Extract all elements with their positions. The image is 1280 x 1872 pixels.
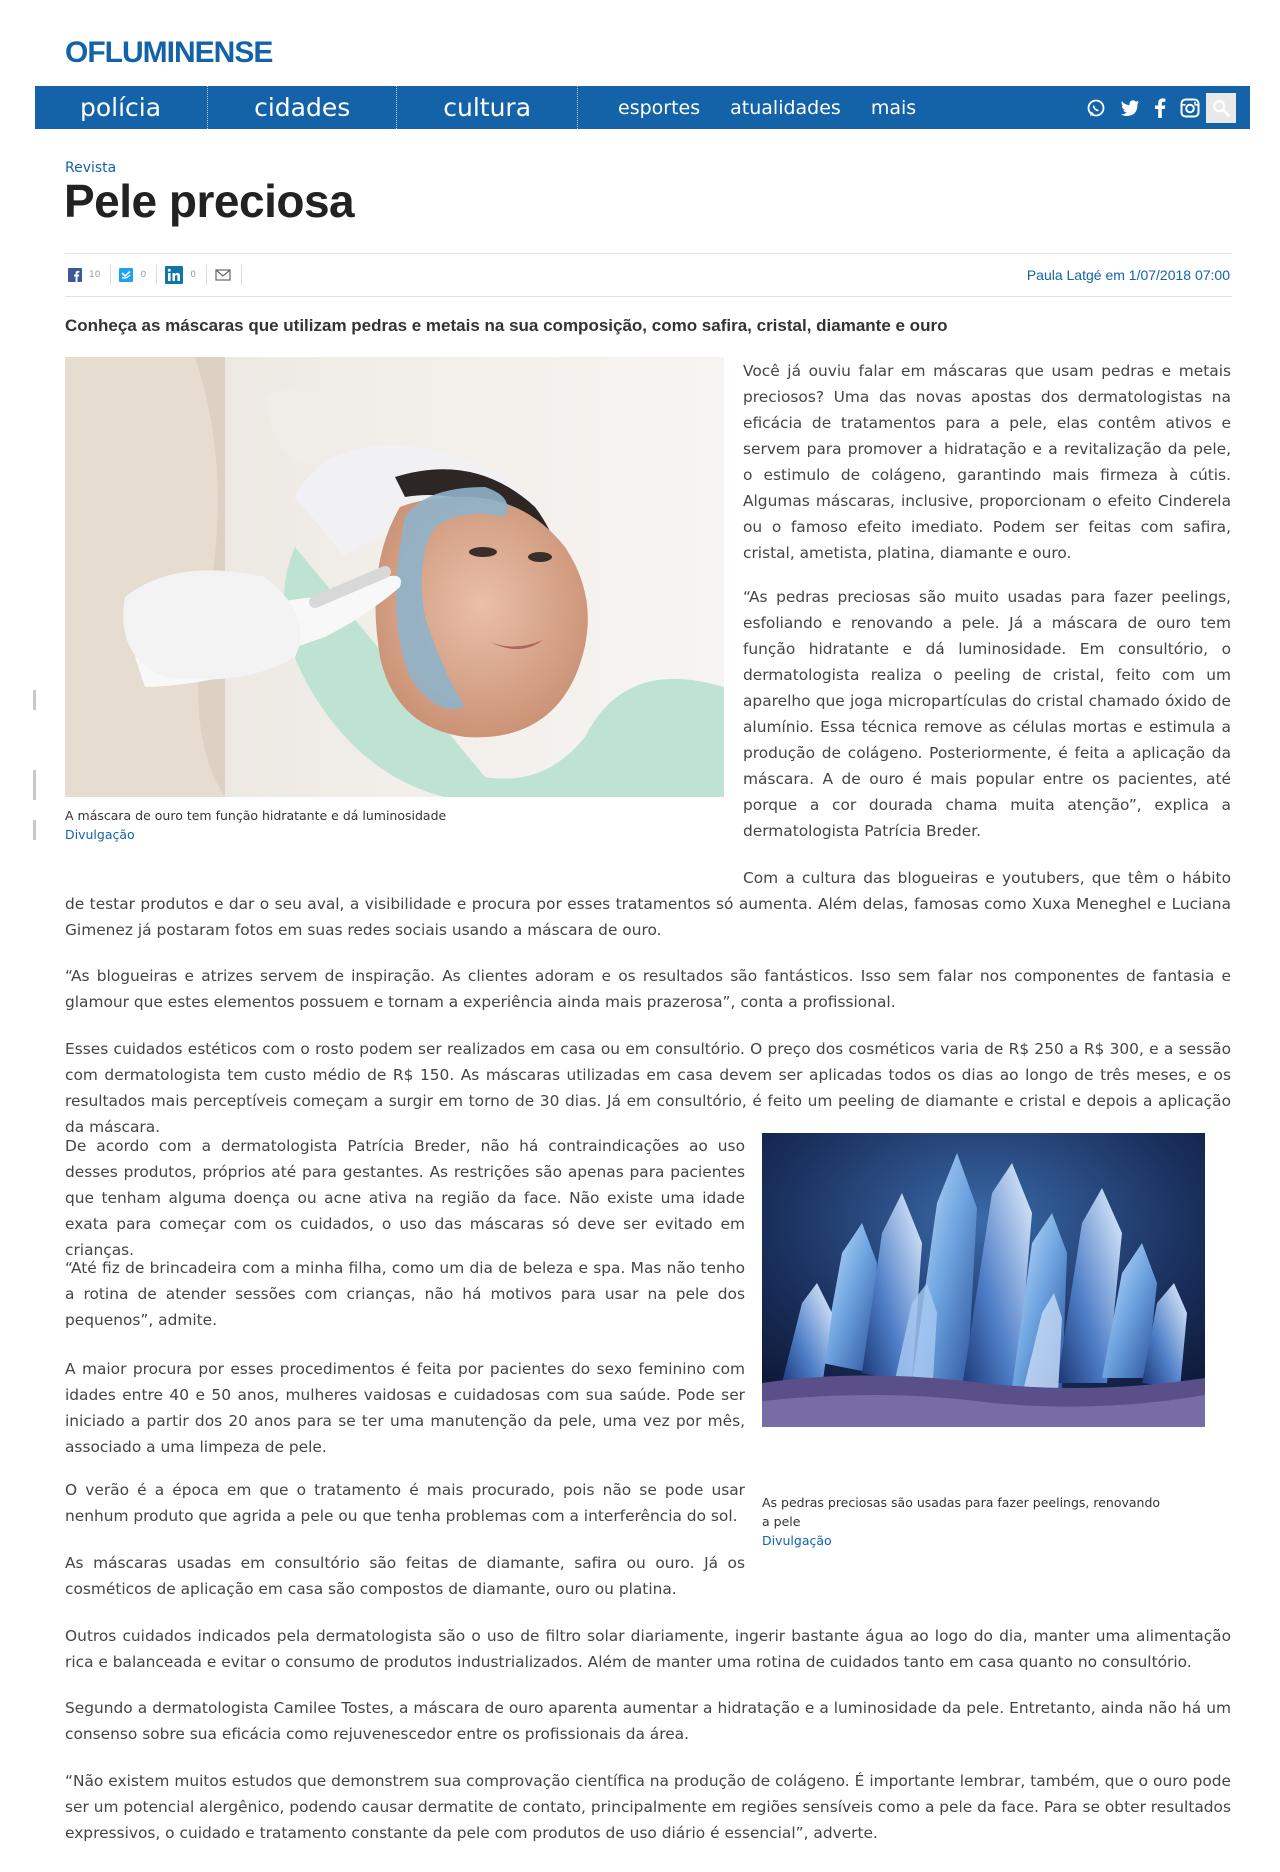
article-paragraph: “As blogueiras e atrizes servem de inspiração. As clientes adoram e os resultados são fantásticos. Isso sem falar nos componentes de fantasia e glamour que estes elementos possuem e tornam a experiência ainda mais prazerosa”, conta a profissional. (65, 967, 1231, 1011)
search-button[interactable] (1206, 93, 1236, 123)
share-email[interactable] (215, 265, 242, 285)
twitter-icon[interactable] (1120, 99, 1140, 117)
article-paragraph: O verão é a época em que o tratamento é mais procurado, pois não se pode usar nenhum produto que agrida a pele ou que tenha problemas com a interferência do sol. (65, 1481, 745, 1525)
article-paragraph: A maior procura por esses procedimentos é feita por pacientes do sexo feminino com idades entre 40 e 50 anos, mulheres vaidosas e cuidadosas com sua saúde. Pode ser iniciado a partir dos 20 anos para se ter uma manutenção da pele, uma vez por mês, associado a uma limpeza de pele. (65, 1360, 745, 1456)
article-paragraph: Esses cuidados estéticos com o rosto podem ser realizados em casa ou em consultório. O preço dos cosméticos varia de R$ 250 a R$ 300, e a sessão com dermatologista tem custo médio de R$ 150. As máscaras utilizadas em casa devem ser aplicadas todos os dias ao longo de três meses, e os resultados mais perceptíveis começam a surgir em torno de 30 dias. Já em consultório, é feito um peeling de diamante e cristal e depois a aplicação da máscara. (65, 1040, 1231, 1136)
article-image-crystals[interactable] (762, 1133, 1205, 1427)
caption-text: A máscara de ouro tem função hidratante e dá luminosidade (65, 808, 447, 823)
article-paragraph: Você já ouviu falar em máscaras que usam pedras e metais preciosos? Uma das novas apostas dos dermatologistas na eficácia de tratamentos para a pele, elas contêm ativos e servem para promover a hidratação e a revitalização da pele, o estimulo de colágeno, garantindo mais firmeza à cútis. Algumas máscaras, inclusive, proporcionam o efeito Cinderela ou o famoso efeito imediato. Podem ser feitas com safira, cristal, ametista, platina, diamante e ouro. (743, 362, 1231, 562)
facebook-share-icon (68, 268, 82, 282)
share-bar (65, 253, 1232, 297)
article-paragraph: “As pedras preciosas são muito usadas para fazer peelings, esfoliando e renovando a pele. Já a máscara de ouro tem função hidratante e dá luminosidade. Em consultório, o dermatologista realiza o peeling de cristal, feito com um aparelho que joga micropartículas do cristal chamado óxido de alumínio. Essa técnica remove as células mortas e estimula a produção de colágeno. Posteriormente, é feita a aplicação da máscara. A de ouro é mais popular entre os pacientes, até porque a cor dourada chama muita atenção”, explica a dermatologista Patrícia Breder. (743, 588, 1231, 840)
search-icon (1212, 99, 1230, 117)
share-count: 0 (140, 270, 147, 280)
image-caption (762, 1493, 1205, 1550)
caption-text: As pedras preciosas são usadas para fazer peelings, renovando a pele (762, 1495, 1161, 1529)
image-credit: Divulgação (762, 1533, 832, 1548)
edge-mark (33, 820, 36, 840)
article-paragraph: “Não existem muitos estudos que demonstrem sua comprovação científica na produção de colágeno. É importante lembrar, também, que o ouro pode ser um potencial alergênico, podendo causar dermatite de contato, principalmente em regiões sensíveis como a pele da face. Para se obter resultados expressivos, o cuidado e tratamento constante da pele com produtos de uso diário é essencial”, adverte. (65, 1772, 1231, 1842)
facebook-icon[interactable] (1154, 98, 1166, 118)
article-image-mask[interactable] (65, 357, 724, 797)
site-logo[interactable]: OFLUMINENSE (65, 36, 273, 69)
instagram-icon[interactable] (1180, 98, 1200, 118)
share-count: 10 (89, 270, 101, 280)
share-linkedin[interactable] (165, 265, 207, 285)
share-count: 0 (190, 270, 196, 280)
nav-item-cidades[interactable]: cidades (208, 86, 397, 129)
email-icon (215, 269, 231, 281)
page-title: Pele preciosa (64, 175, 355, 227)
article-byline: Paula Latgé em 1/07/2018 07:00 (1026, 267, 1230, 283)
twitter-share-icon (119, 268, 133, 282)
nav-item-cultura[interactable]: cultura (397, 86, 578, 129)
image-credit: Divulgação (65, 827, 135, 842)
edge-mark (33, 690, 36, 710)
nav-item-atualidades[interactable]: atualidades (730, 96, 841, 119)
share-twitter[interactable] (119, 265, 157, 285)
section-label[interactable]: Revista (65, 160, 117, 176)
linkedin-share-icon (165, 266, 183, 284)
edge-mark (33, 770, 36, 800)
article-paragraph: As máscaras usadas em consultório são feitas de diamante, safira ou ouro. Já os cosméticos de aplicação em casa são compostos de diamante, ouro ou platina. (65, 1554, 745, 1598)
nav-item-esportes[interactable]: esportes (618, 96, 701, 119)
main-navbar (35, 86, 1250, 129)
share-facebook[interactable] (68, 265, 111, 285)
article-paragraph: “Até fiz de brincadeira com a minha filha, como um dia de beleza e spa. Mas não tenho a rotina de atender sessões com crianças, não há motivos para usar na pele dos pequenos”, admite. (65, 1259, 745, 1329)
image-caption (65, 806, 724, 844)
article-paragraph: De acordo com a dermatologista Patrícia Breder, não há contraindicações ao uso desses produtos, próprios até para gestantes. As restrições são apenas para pacientes que tenham alguma doença ou acne ativa na região da face. Não existe uma idade exata para começar com os cuidados, o uso das máscaras só deve ser evitado em crianças. (65, 1137, 745, 1259)
article-lead: Conheça as máscaras que utilizam pedras e metais na sua composição, como safira, cristal, diamante e ouro (65, 316, 948, 335)
nav-item-mais[interactable]: mais (870, 96, 917, 119)
article-paragraph: Com a cultura das blogueiras e youtubers, que têm o hábito de testar produtos e dar o seu aval, a visibilidade e procura por esses tratamentos só aumenta. Além delas, famosas como Xuxa Meneghel e Luciana Gimenez já postaram fotos em suas redes sociais usando a máscara de ouro. (65, 869, 1231, 939)
nav-item-policia[interactable]: polícia (35, 86, 208, 129)
article-paragraph: Outros cuidados indicados pela dermatologista são o uso de filtro solar diariamente, ingerir bastante água ao logo do dia, manter uma alimentação rica e balanceada e evitar o consumo de produtos industrializados. Além de manter uma rotina de cuidados tanto em casa quanto no consultório. (65, 1627, 1231, 1671)
article-paragraph: Segundo a dermatologista Camilee Tostes, a máscara de ouro aparenta aumentar a hidratação e a luminosidade da pele. Entretanto, ainda não há um consenso sobre sua eficácia como rejuvenescedor entre os profissionais da área. (65, 1699, 1231, 1743)
social-links (1086, 86, 1200, 129)
whatsapp-icon[interactable] (1086, 98, 1106, 118)
